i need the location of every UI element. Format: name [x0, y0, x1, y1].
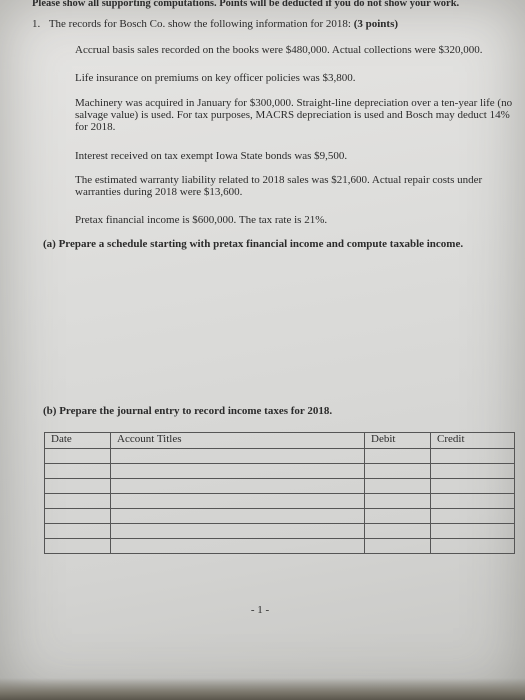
- page-number: - 1 -: [250, 604, 270, 616]
- column-header-credit: Credit: [431, 433, 515, 449]
- question-text: The records for Bosch Co. show the following information for 2018:: [48, 18, 351, 30]
- question-points: (3 points): [353, 18, 399, 30]
- info-item-interest: Interest received on tax exempt Iowa State bonds was $9,500.: [75, 150, 348, 162]
- table-row: [45, 539, 515, 554]
- info-item-pretax-income: Pretax financial income is $600,000. The tax rate is 21%.: [75, 214, 328, 226]
- table-row: [45, 464, 515, 479]
- table-row: [45, 509, 515, 524]
- photo-bottom-edge: [0, 678, 525, 700]
- info-item-warranty: The estimated warranty liability related to 2018 sales was $21,600. Actual repair costs under warranties during 2018 were $13,600.: [75, 174, 483, 198]
- info-item-sales: Accrual basis sales recorded on the books were $480,000. Actual collections were $320,000.: [75, 44, 483, 56]
- part-b-instruction: (b) Prepare the journal entry to record income taxes for 2018.: [43, 405, 333, 417]
- column-header-debit: Debit: [365, 433, 431, 449]
- journal-entry-table: [44, 432, 515, 554]
- part-a-instruction: (a) Prepare a schedule starting with pretax financial income and compute taxable income.: [43, 238, 464, 250]
- info-item-life-insurance: Life insurance on premiums on key officer policies was $3,800.: [75, 72, 356, 84]
- table-header-row: [45, 433, 515, 449]
- table-row: [45, 494, 515, 509]
- column-header-account-titles: Account Titles: [111, 433, 365, 449]
- column-header-date: Date: [45, 433, 111, 449]
- table-row: [45, 449, 515, 464]
- header-instruction: Please show all supporting computations. Points will be deducted if you do not show your work.: [32, 0, 460, 9]
- question-1-prompt: [32, 18, 512, 30]
- info-item-machinery: Machinery was acquired in January for $300,000. Straight-line depreciation over a ten-year life (no salvage value) is used. For tax purposes, MACRS depreciation is used and Bosch may deduct 14% for 2018.: [75, 97, 513, 133]
- table-row: [45, 524, 515, 539]
- question-number: 1.: [32, 18, 41, 30]
- table-row: [45, 479, 515, 494]
